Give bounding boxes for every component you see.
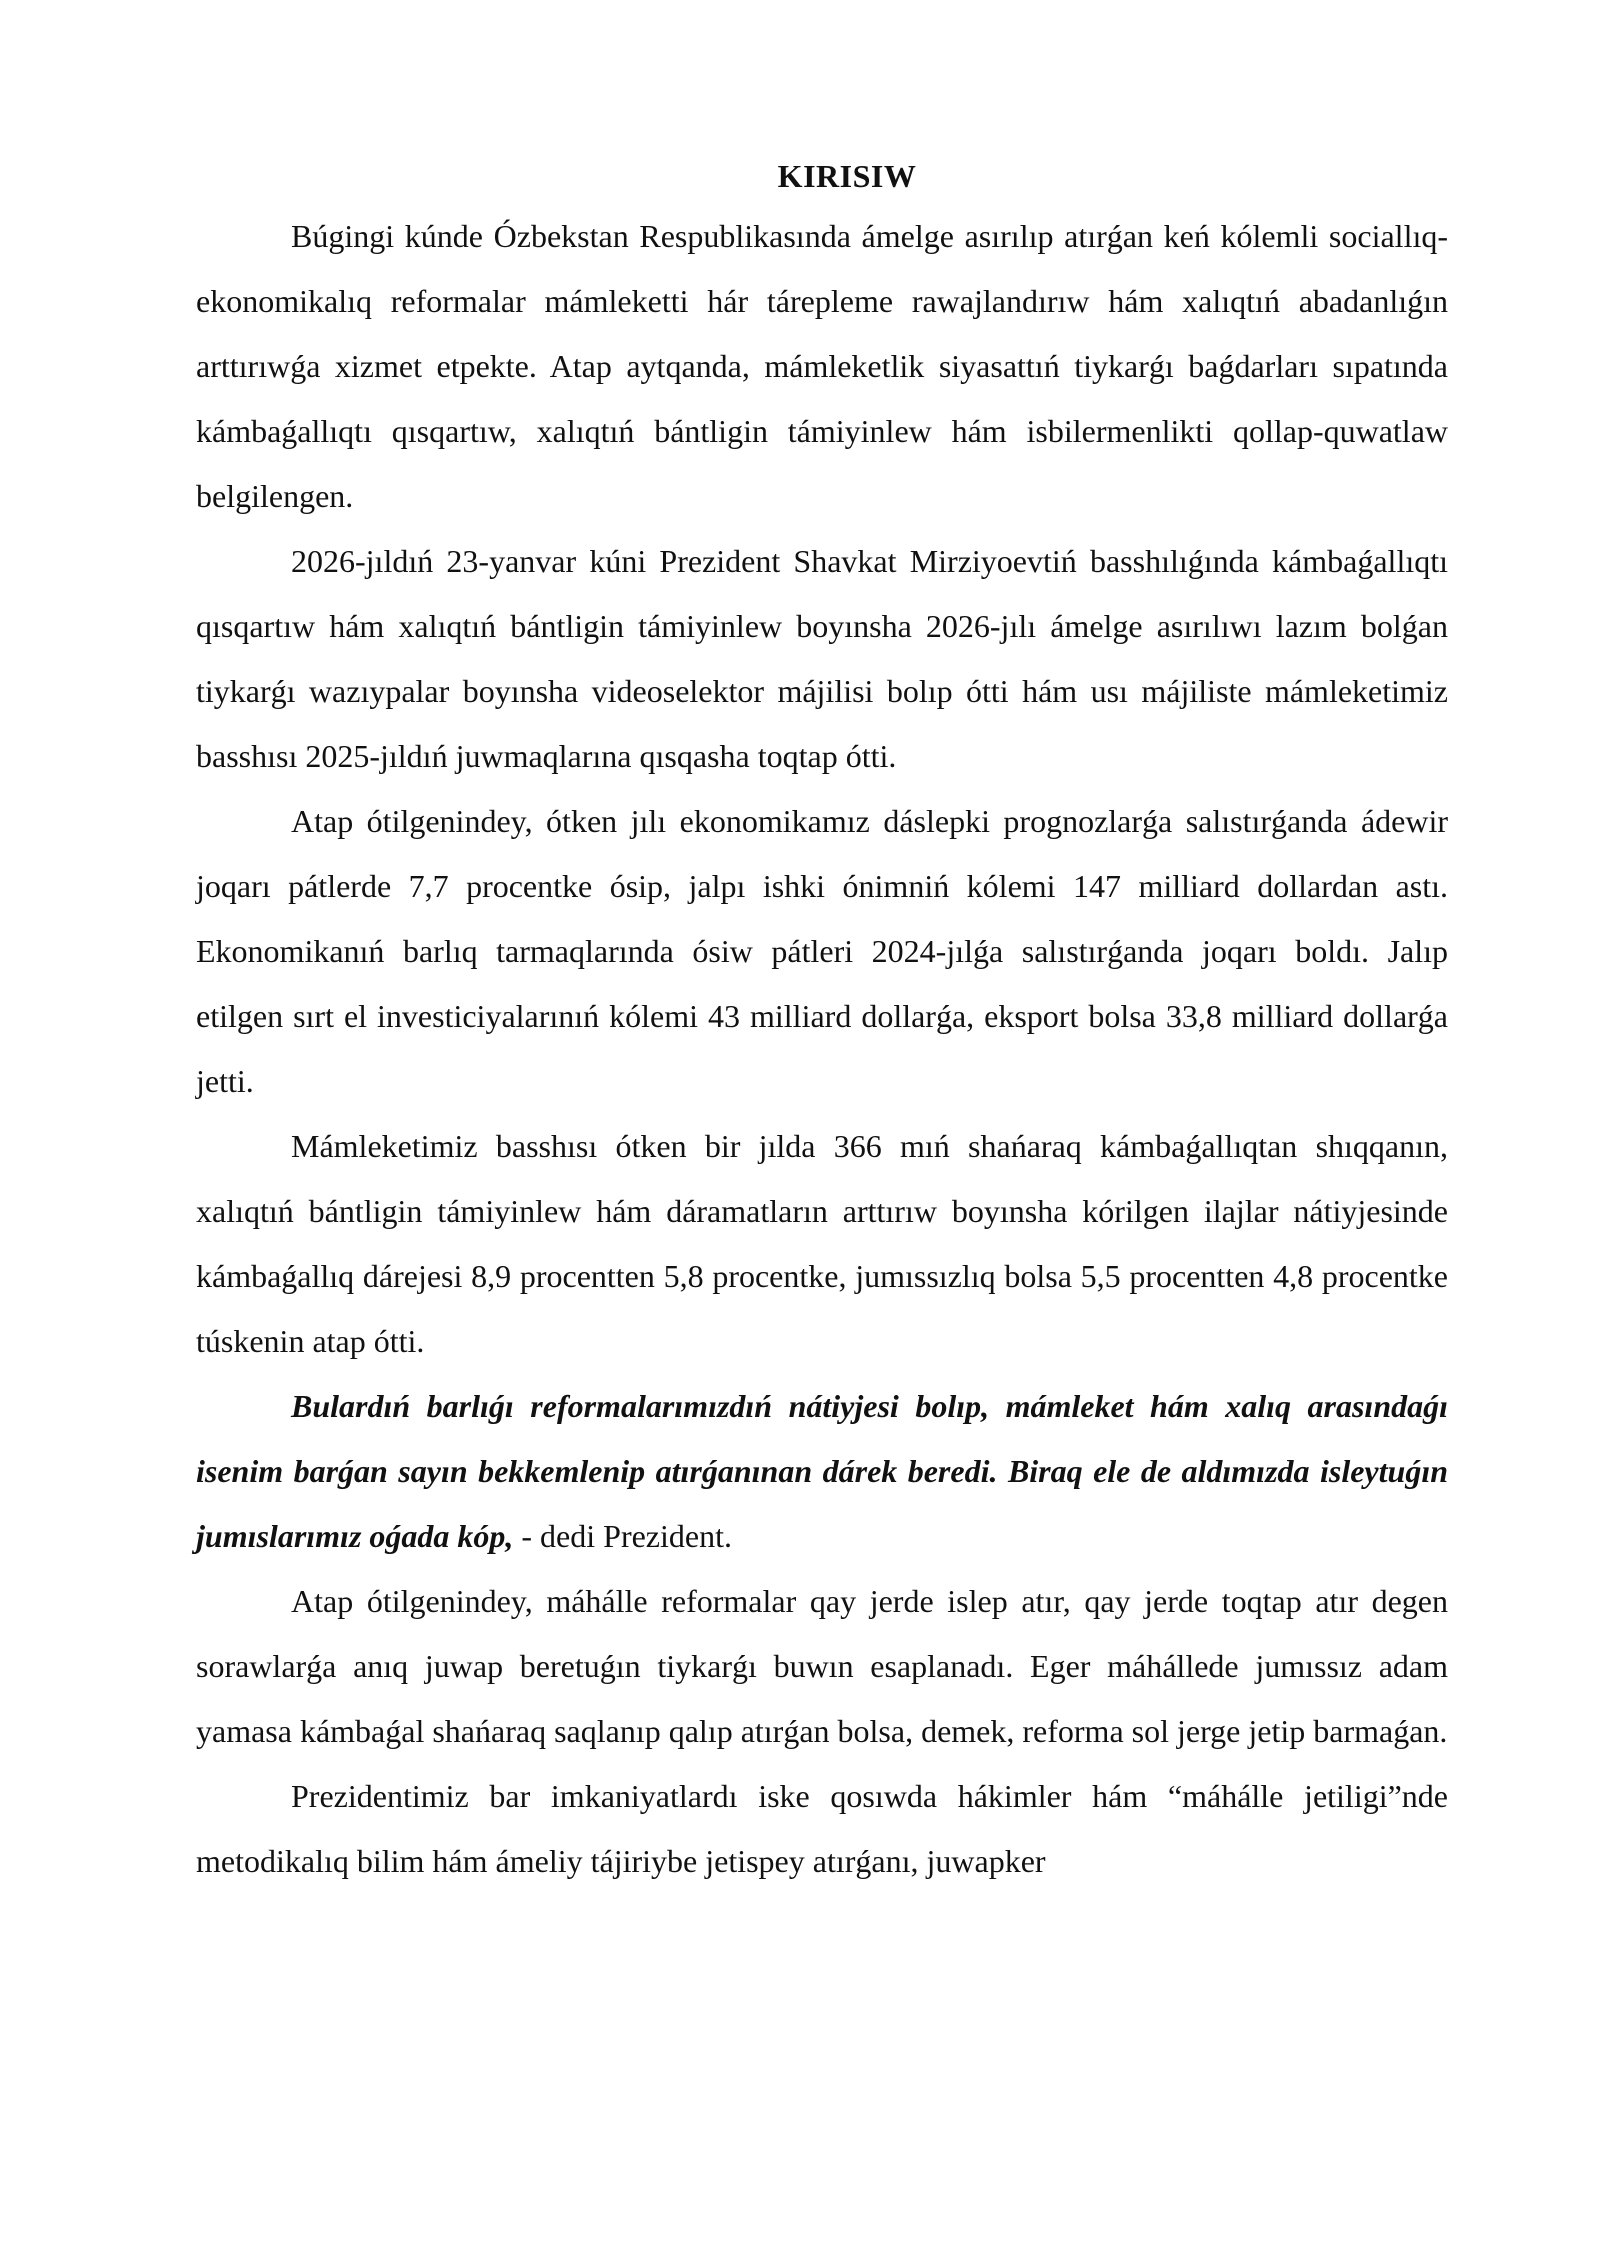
paragraph-mahalle: Atap ótilgenindey, máhálle reformalar qay jerde islep atır, qay jerde toqtap atır degen sorawlarǵa anıq juwap beretuǵın tiykarǵı buwın esaplanadı. Eger máhállede jumıssız adam yamasa kámbaǵal shańaraq saqlanıp qalıp atırǵan bolsa, demek, reforma sol jerge jetip barmaǵan.	[196, 1583, 1448, 1749]
quote-emphasis: Bulardıń barlıǵı reformalarımızdıń nátiyjesi bolıp, mámleket hám xalıq arasındaǵı isenim barǵan sayın bekkemlenip atırǵanınan dárek beredi. Biraq ele de aldımızda isleytuǵın jumıslarımız oǵada kóp,	[196, 1388, 1448, 1554]
document-body	[196, 148, 1448, 1894]
paragraph-intro: Búgingi kúnde Ózbekstan Respublikasında ámelge asırılıp atırǵan keń kólemli sociallıq-ekonomikalıq reformalar mámleketti hár tárepleme rawajlandırıw hám xalıqtıń abadanlıǵın arttırıwǵa xizmet etpekte. Atap aytqanda, mámleketlik siyasattıń tiykarǵı baǵdarları sıpatında kámbaǵallıqtı qısqartıw, xalıqtıń bántligin támiyinlew hám isbilermenlikti qollap-quwatlaw belgilengen.	[196, 218, 1448, 514]
paragraph-poverty: Mámleketimiz basshısı ótken bir jılda 366 mıń shańaraq kámbaǵallıqtan shıqqanın, xalıqtıń bántligin támiyinlew hám dáramatların arttırıw boyınsha kórilgen ilajlar nátiyjesinde kámbaǵallıq dárejesi 8,9 procentten 5,8 procentke, jumıssızlıq bolsa 5,5 procentten 4,8 procentke túskenin atap ótti.	[196, 1128, 1448, 1359]
paragraph-economy: Atap ótilgenindey, ótken jılı ekonomikamız dáslepki prognozlarǵa salıstırǵanda ádewir joqarı pátlerde 7,7 procentke ósip, jalpı ishki ónimniń kólemi 147 milliard dollardan astı. Ekonomikanıń barlıq tarmaqlarında ósiw pátleri 2024-jılǵa salıstırǵanda joqarı boldı. Jalıp etilgen sırt el investiciyalarınıń kólemi 43 milliard dollarǵa, eksport bolsa 33,8 milliard dollarǵa jetti.	[196, 803, 1448, 1099]
page-title: KIRISIW	[777, 158, 917, 194]
paragraph-president: Prezidentimiz bar imkaniyatlardı iske qosıwda hákimler hám “máhálle jetiligi”nde metodikalıq bilim hám ámeliy tájiriybe jetispey atırǵanı, juwapker	[196, 1778, 1448, 1879]
paragraph-meeting: 2026-jıldıń 23-yanvar kúni Prezident Shavkat Mirziyoevtiń basshılıǵında kámbaǵallıqtı qısqartıw hám xalıqtıń bántligin támiyinlew boyınsha 2026-jılı ámelge asırılıwı lazım bolǵan tiykarǵı wazıypalar boyınsha videoselektor májilisi bolıp ótti hám usı májiliste mámleketimiz basshısı 2025-jıldıń juwmaqlarına qısqasha toqtap ótti.	[196, 543, 1448, 774]
paragraph-quote	[196, 1374, 1448, 1569]
quote-attribution: - dedi Prezident.	[513, 1518, 732, 1554]
